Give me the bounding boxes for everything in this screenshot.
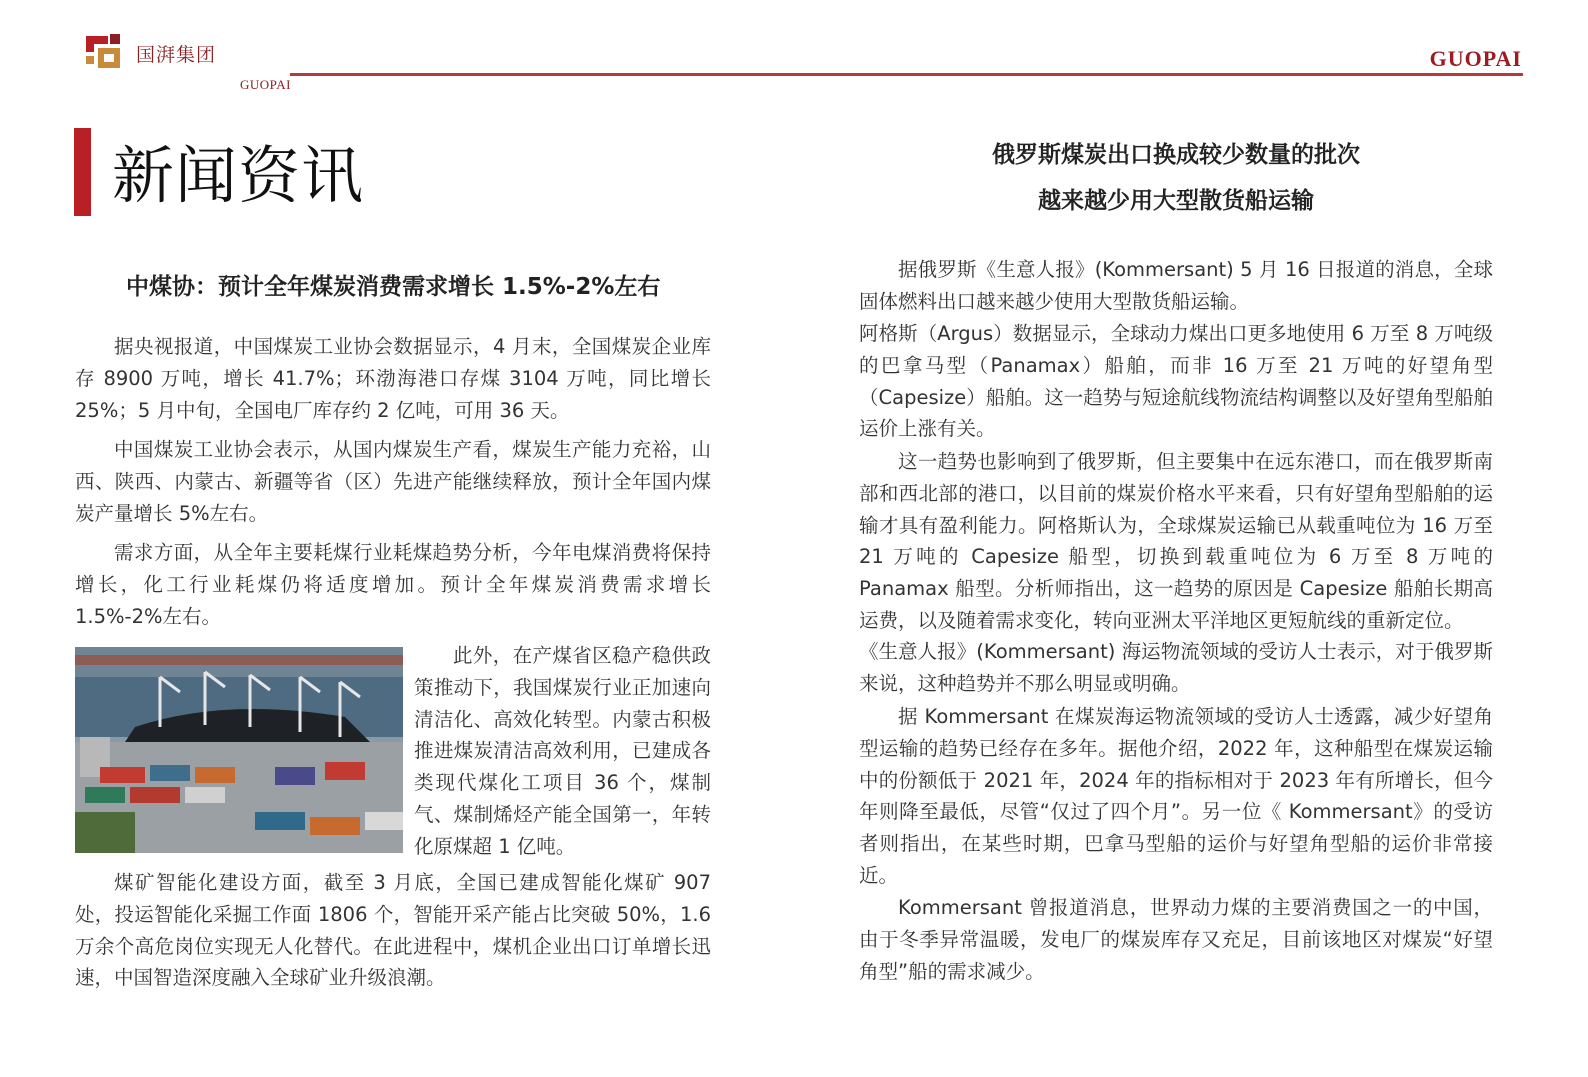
left-article-paragraph: 据央视报道，中国煤炭工业协会数据显示，4 月末，全国煤炭企业库存 8900 万吨，增长 41.7%；环渤海港口存煤 3104 万吨，同比增长 25%；5 月中旬，全国电厂库存约 2 亿吨，可用 36 天。: [75, 335, 711, 422]
left-article-paragraph: 煤矿智能化建设方面，截至 3 月底，全国已建成智能化煤矿 907 处，投运智能化采掘工作面 1806 个，智能开采产能占比突破 50%，1.6 万余个高危岗位实现无人化替代。在此进程中，煤机企业出口订单增长迅速，中国智造深度融入全球矿业升级浪潮。: [75, 871, 711, 990]
right-article-subtitle: 越来越少用大型散货船运输: [1038, 188, 1314, 214]
right-article-title: 俄罗斯煤炭出口换成较少数量的批次: [992, 142, 1360, 168]
header-brand-name: GUOPAI: [1429, 46, 1522, 71]
right-article-paragraph: 据俄罗斯《生意人报》(Kommersant) 5 月 16 日报道的消息，全球固体燃料出口越来越少使用大型散货船运输。: [859, 258, 1493, 313]
right-article-paragraph: 《生意人报》(Kommersant) 海运物流领域的受访人士表示，对于俄罗斯来说，这种趋势并不那么明显或明确。: [859, 640, 1493, 695]
company-logo-text: 国湃集团: [136, 44, 217, 66]
left-article-paragraph: 需求方面，从全年主要耗煤行业耗煤趋势分析，今年电煤消费将保持增长，化工行业耗煤仍将适度增加。预计全年煤炭消费需求增长 1.5%-2%左右。: [75, 541, 711, 628]
company-logo-subtext: GUOPAI: [240, 77, 291, 92]
guopai-logo-icon: [82, 30, 124, 72]
section-title: 新闻资讯: [112, 139, 365, 212]
right-article-paragraph: 这一趋势也影响到了俄罗斯，但主要集中在远东港口，而在俄罗斯南部和西北部的港口，以目前的煤炭价格水平来看，只有好望角型船舶的运输才具有盈利能力。阿格斯认为，全球煤炭运输已从载重吨位为 16 万至 21 万吨的 Capesize 船型，切换到载重吨位为 6 万至 8 万吨的 Panamax 船型。分析师指出，这一趋势的原因是 Capesize 船舶长期高运费，以及随着需求变化，转向亚洲太平洋地区更短航线的重新定位。: [859, 450, 1493, 632]
right-article-paragraph: Kommersant 曾报道消息，世界动力煤的主要消费国之一的中国，由于冬季异常温暖，发电厂的煤炭库存又充足，目前该地区对煤炭“好望角型”船的需求减少。: [859, 896, 1493, 983]
left-article-paragraph: 此外，在产煤省区稳产稳供政策推动下，我国煤炭行业正加速向清洁化、高效化转型。内蒙古积极推进煤炭清洁高效利用，已建成各类现代煤化工项目 36 个，煤制气、煤制烯烃产能全国第一，年转化原煤超 1 亿吨。: [414, 644, 711, 858]
right-article-paragraph: 阿格斯（Argus）数据显示，全球动力煤出口更多地使用 6 万至 8 万吨级的巴拿马型（Panamax）船舶，而非 16 万至 21 万吨的好望角型（Capesize）船舶。这一趋势与短途航线物流结构调整以及好望角型船舶运价上涨有关。: [859, 322, 1493, 441]
coal-port-photo: [75, 647, 403, 853]
header-divider: [290, 73, 1523, 76]
section-accent-bar: [74, 128, 91, 216]
right-article-paragraph: 据 Kommersant 在煤炭海运物流领域的受访人士透露，减少好望角型运输的趋势已经存在多年。据他介绍，2022 年，这种船型在煤炭运输中的份额低于 2021 年，2024 年的指标相对于 2023 年有所增长，但今年则降至最低，尽管“仅过了四个月”。另一位《 Kommersant》的受访者则指出，在某些时期，巴拿马型船的运价与好望角型船的运价非常接近。: [859, 705, 1493, 887]
left-article-headline: 中煤协：预计全年煤炭消费需求增长 1.5%-2%左右: [126, 274, 661, 300]
left-article-paragraph: 中国煤炭工业协会表示，从国内煤炭生产看，煤炭生产能力充裕，山西、陕西、内蒙古、新疆等省（区）先进产能继续释放，预计全年国内煤炭产量增长 5%左右。: [75, 438, 711, 525]
